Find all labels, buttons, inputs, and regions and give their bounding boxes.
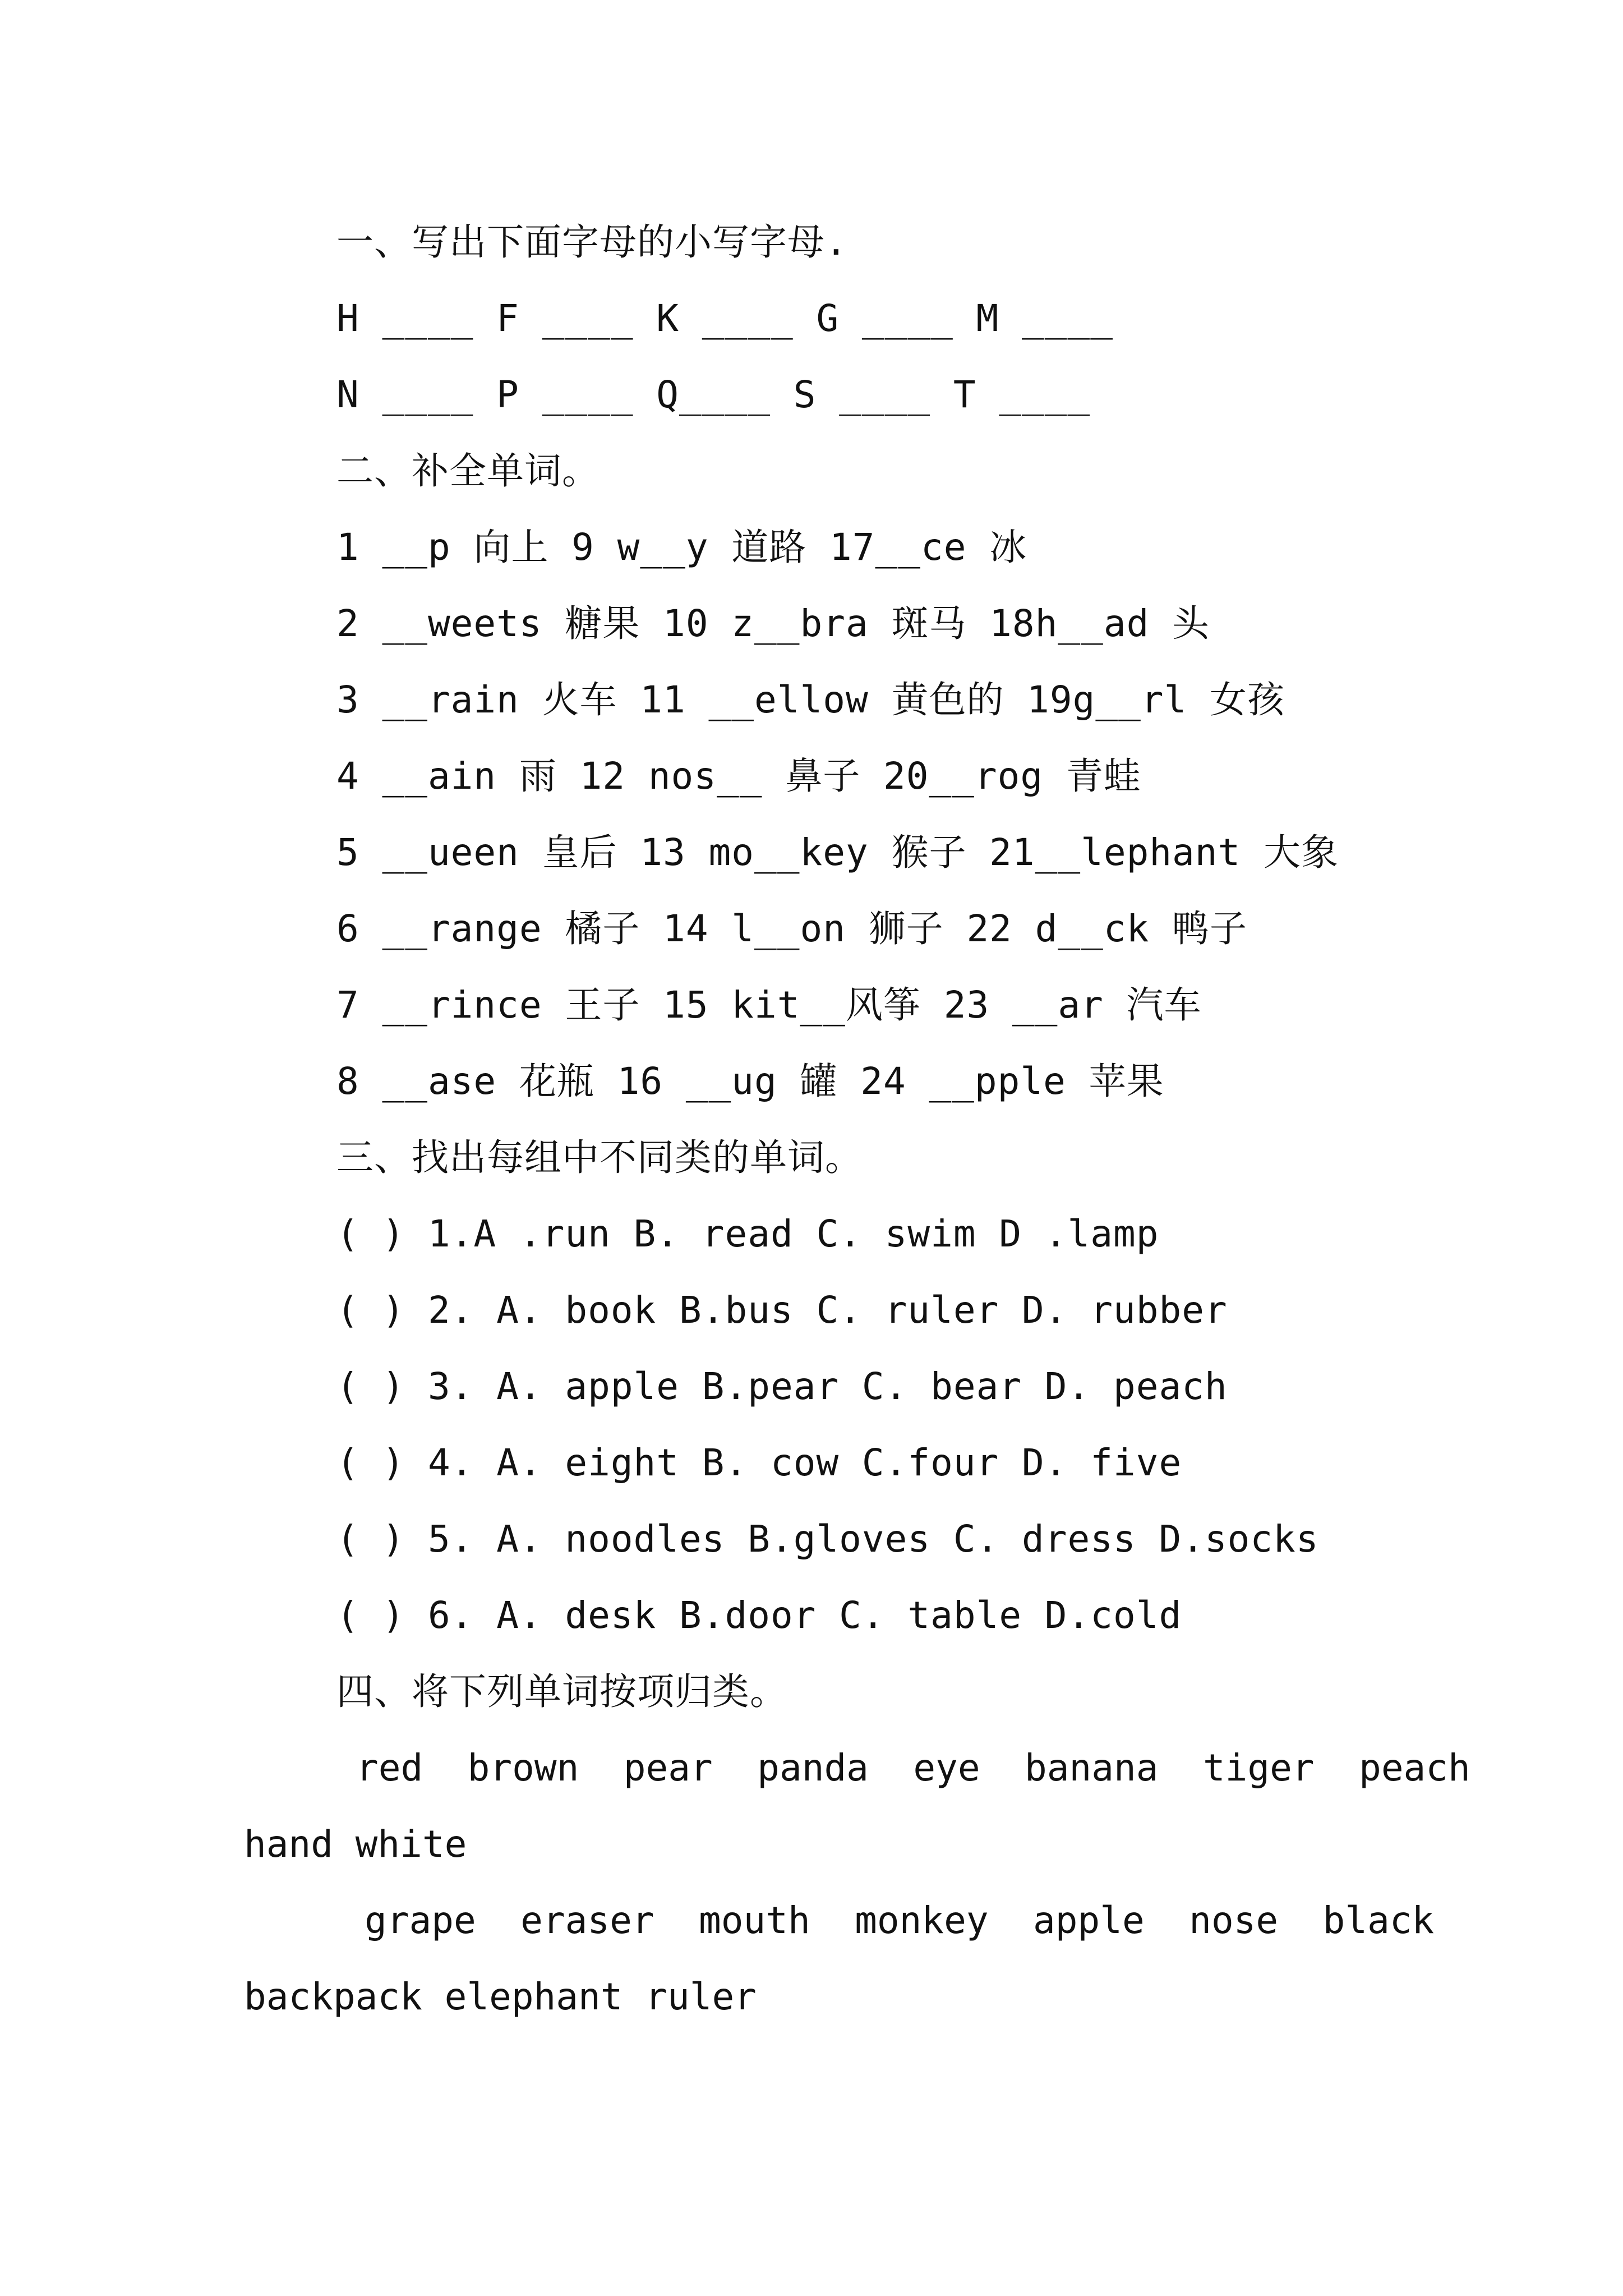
section4-word-list-2-continued: backpack elephant ruler [244,1975,757,2018]
section4-heading: 四、将下列单词按项归类。 [336,1670,787,1713]
section4-word-list-1-continued: hand white [244,1823,467,1866]
section4-word-list-1: red brown pear panda eye banana tiger peach [356,1746,1470,1789]
section1-row2: N ____ P ____ Q____ S ____ T ____ [336,373,1091,416]
section2-heading: 二、补全单词。 [336,449,600,493]
section3-row: ( ) 4. A. eight B. cow C.four D. five [336,1441,1182,1484]
section3-row: ( ) 2. A. book B.bus C. ruler D. rubber [336,1289,1228,1332]
section2-row: 1 __p 向上 9 w__y 道路 17__ce 冰 [336,526,1027,569]
section4-word-list-2: grape eraser mouth monkey apple nose black [365,1899,1435,1942]
section3-row: ( ) 5. A. noodles B.gloves C. dress D.socks [336,1517,1319,1561]
section2-row: 5 __ueen 皇后 13 mo__key 猴子 21__lephant 大象 [336,831,1339,874]
section3-row: ( ) 6. A. desk B.door C. table D.cold [336,1594,1182,1637]
section3-heading: 三、找出每组中不同类的单词。 [336,1136,863,1179]
section1-row1: H ____ F ____ K ____ G ____ M ____ [336,297,1114,340]
section3-row: ( ) 1.A .run B. read C. swim D .lamp [336,1212,1159,1255]
section1-heading: 一、写出下面字母的小写字母. [336,220,848,264]
section2-row: 4 __ain 雨 12 nos__ 鼻子 20__rog 青蛙 [336,754,1141,798]
section2-row: 2 __weets 糖果 10 z__bra 斑马 18h__ad 头 [336,602,1210,645]
section2-row: 7 __rince 王子 15 kit__风筝 23 __ar 汽车 [336,983,1202,1027]
section2-row: 6 __range 橘子 14 l__on 狮子 22 d__ck 鸭子 [336,907,1248,950]
section2-row: 3 __rain 火车 11 __ellow 黄色的 19g__rl 女孩 [336,678,1285,721]
section2-row: 8 __ase 花瓶 16 __ug 罐 24 __pple 苹果 [336,1060,1164,1103]
section3-row: ( ) 3. A. apple B.pear C. bear D. peach [336,1365,1228,1408]
